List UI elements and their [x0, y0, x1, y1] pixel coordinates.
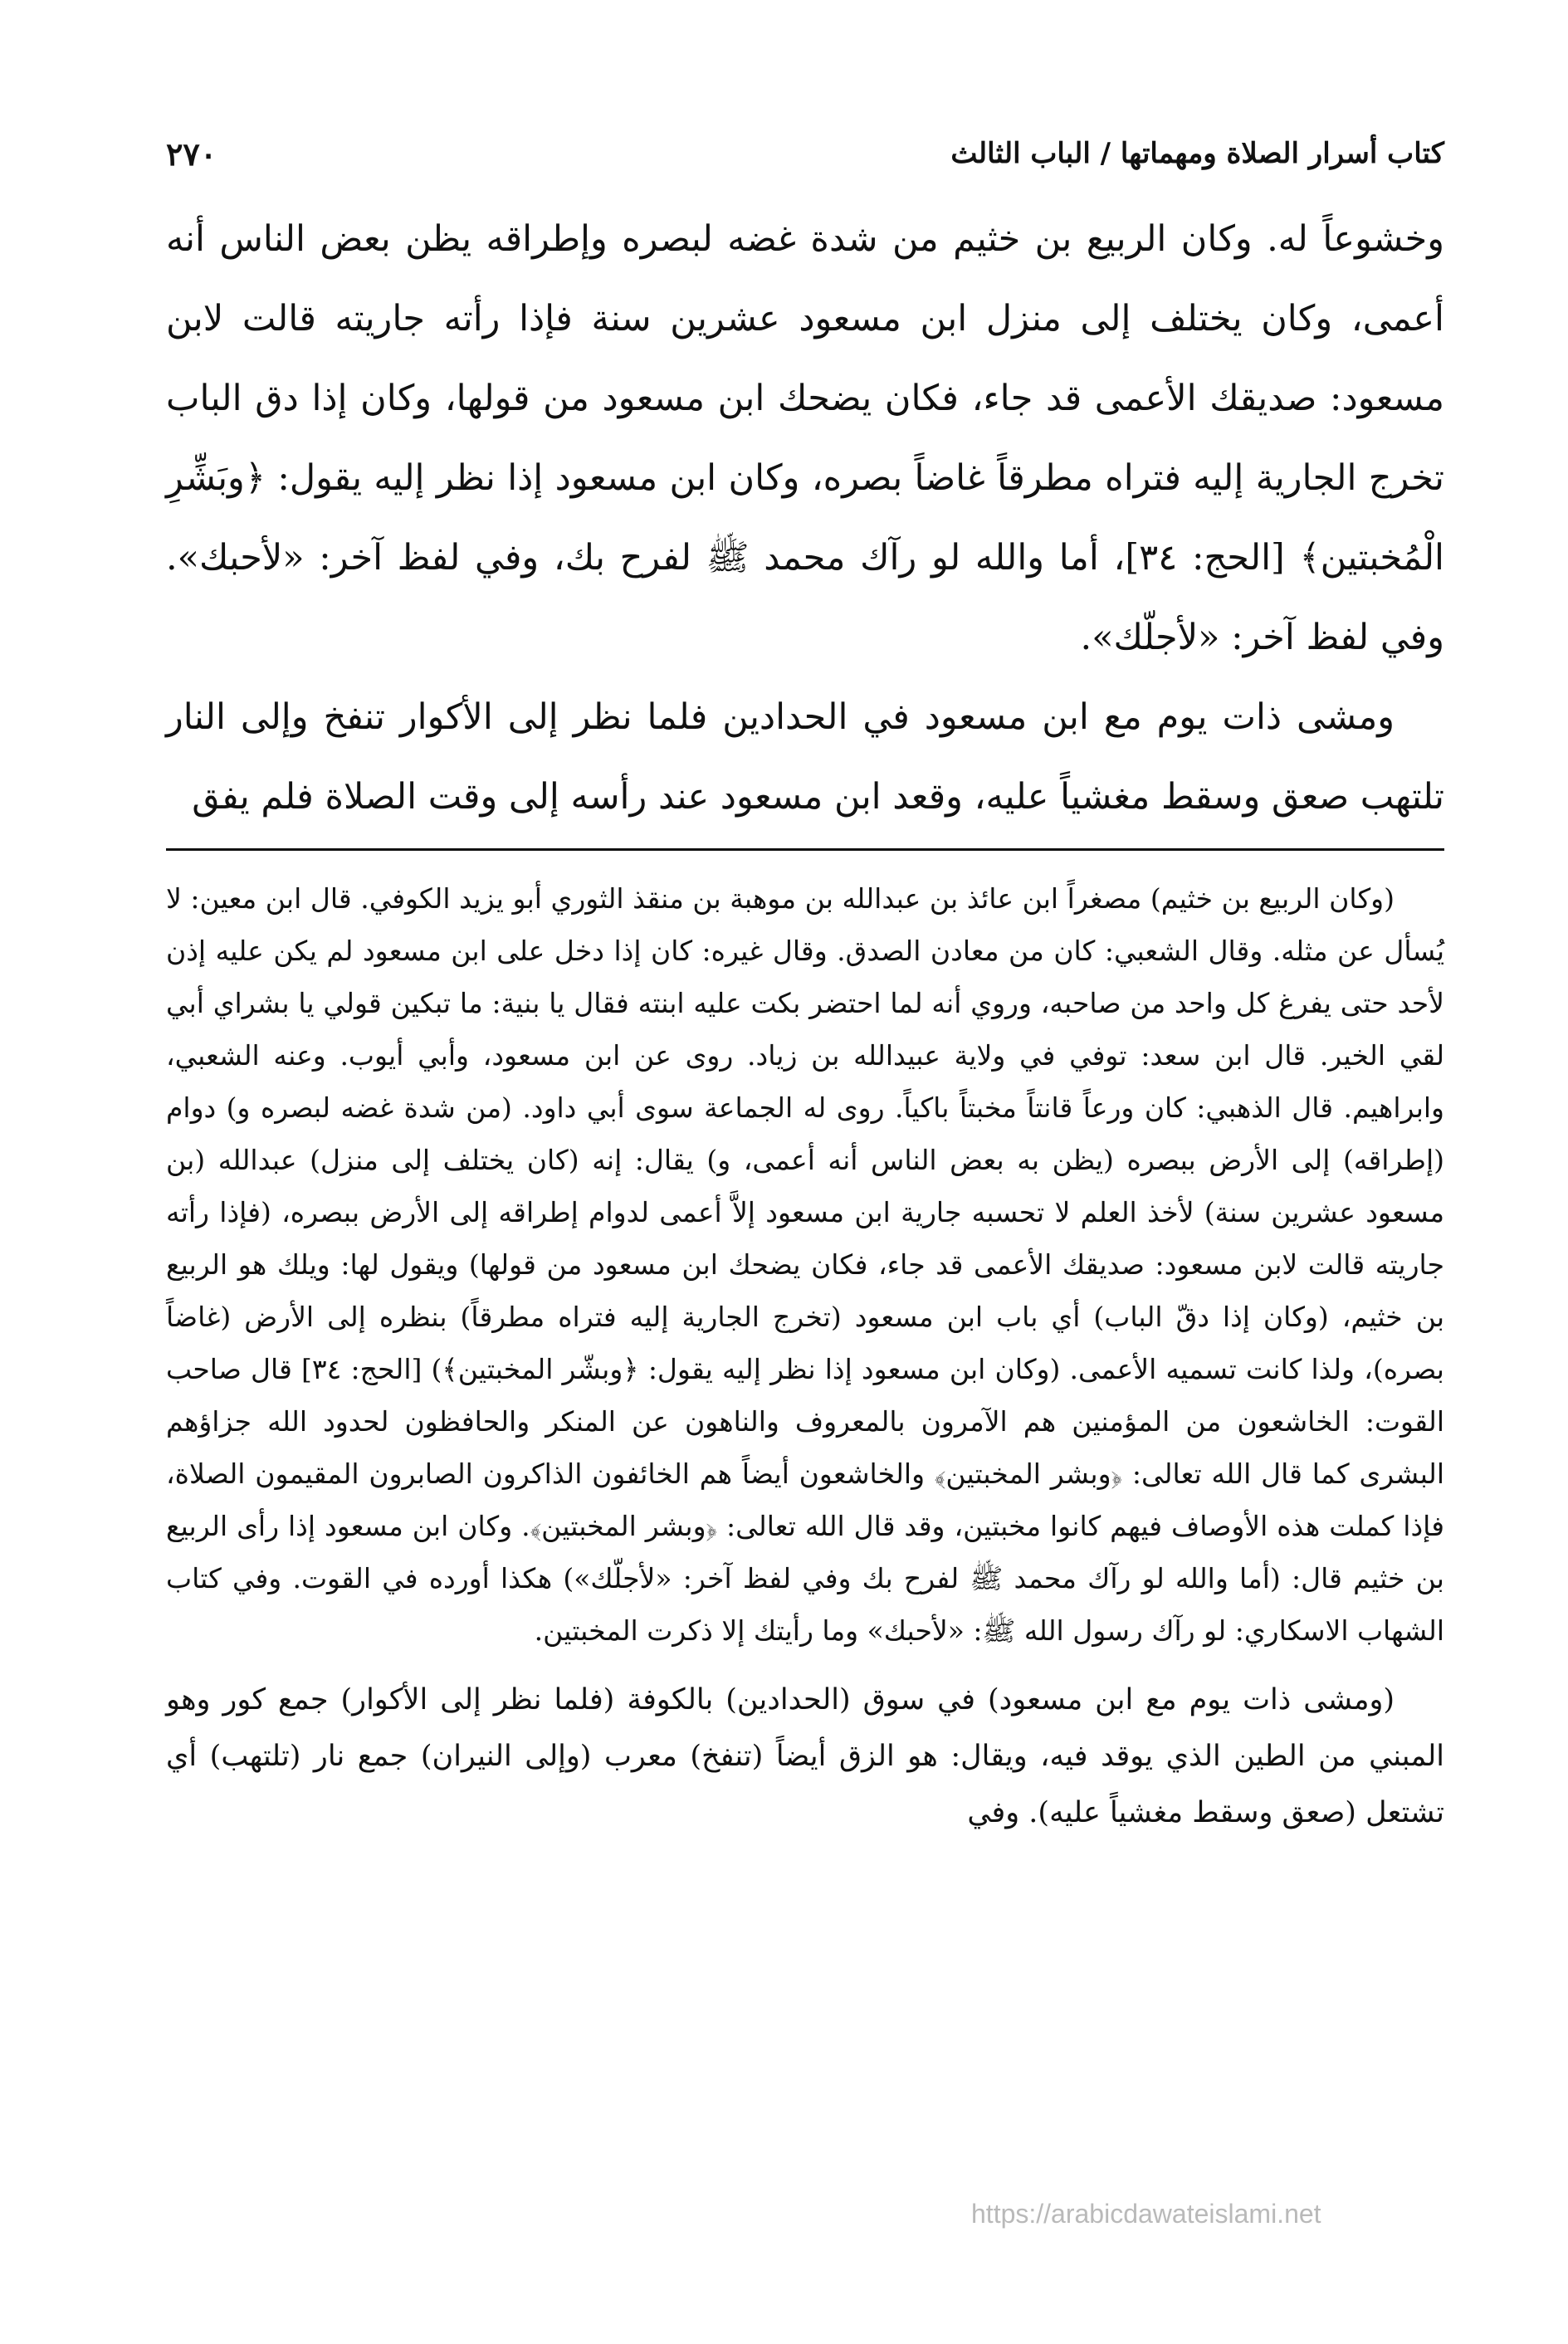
main-paragraph-1: وخشوعاً له. وكان الربيع بن خثيم من شدة غضه لبصره وإطراقه يظن بعض الناس أنه أعمى، وكان يختلف إلى منزل ابن مسعود عشرين سنة فإذا رأته جاريته قالت لابن مسعود: صديقك الأعمى قد جاء، فكان يضحك ابن مسعود من قولها، وكان إذا دق الباب تخرج الجارية إليه فتراه مطرقاً غاضاً بصره، وكان ابن مسعود إذا نظر إليه يقول: ﴿وبَشِّرِ الْمُخبتين﴾ [الحج: ٣٤]، أما والله لو رآك محمد ﷺ لفرح بك، وفي لفظ آخر: «لأحبك». وفي لفظ آخر: «لأجلّك». [166, 218, 1444, 658]
watermark: https://arabicdawateislami.net [971, 2199, 1321, 2229]
separator-rule [166, 848, 1444, 851]
book-page [166, 125, 1444, 2200]
commentary-paragraph-2: (ومشى ذات يوم مع ابن مسعود) في سوق (الحدادين) بالكوفة (فلما نظر إلى الأكوار) جمع كور وهو المبني من الطين الذي يوقد فيه، ويقال: هو الزق أيضاً (تنفخ) معرب (وإلى النيران) جمع نار (تلتهب) أي تشتعل (صعق وسقط مغشياً عليه). وفي [166, 1683, 1444, 1829]
page-header [166, 125, 1444, 183]
page-number: ٢٧٠ [166, 134, 217, 173]
main-text [166, 199, 1444, 837]
commentary [166, 872, 1444, 1841]
commentary-paragraph-1: (وكان الربيع بن خثيم) مصغراً ابن عائذ بن عبدالله بن موهبة بن منقذ الثوري أبو يزيد الكوفي. قال ابن معين: لا يُسأل عن مثله. وقال الشعبي: كان من معادن الصدق. وقال غيره: كان إذا دخل على ابن مسعود لم يكن عليه إذن لأحد حتى يفرغ كل واحد من صاحبه، وروي أنه لما احتضر بكت عليه ابنته فقال يا بنية: ما تبكين قولي يا بشراي أبي لقي الخير. قال ابن سعد: توفي في ولاية عبيدالله بن زياد. روى عن ابن مسعود، وأبي أيوب. وعنه الشعبي، وابراهيم. قال الذهبي: كان ورعاً قانتاً مخبتاً باكياً. روى له الجماعة سوى أبي داود. (من شدة غضه لبصره و) دوام (إطراقه) إلى الأرض ببصره (يظن به بعض الناس أنه أعمى، و) يقال: إنه (كان يختلف إلى منزل) عبدالله (بن مسعود عشرين سنة) لأخذ العلم لا تحسبه جارية ابن مسعود إلاَّ أعمى لدوام إطراقه إلى الأرض ببصره، (فإذا رأته جاريته قالت لابن مسعود: صديقك الأعمى قد جاء، فكان يضحك ابن مسعود من قولها) ويقول لها: ويلك هو الربيع بن خثيم، (وكان إذا دقّ الباب) أي باب ابن مسعود (تخرج الجارية إليه فتراه مطرقاً) بنظره إلى الأرض (غاضاً بصره)، ولذا كانت تسميه الأعمى. (وكان ابن مسعود إذا نظر إليه يقول: ﴿وبشّر المخبتين﴾) [الحج: ٣٤] قال صاحب القوت: الخاشعون من المؤمنين هم الآمرون بالمعروف والناهون عن المنكر والحافظون لحدود الله جزاؤهم البشرى كما قال الله تعالى: ﴿وبشر المخبتين﴾ والخاشعون أيضاً هم الخائفون الذاكرون الصابرون المقيمون الصلاة، فإذا كملت هذه الأوصاف فيهم كانوا مخبتين، وقد قال الله تعالى: ﴿وبشر المخبتين﴾. وكان ابن مسعود إذا رأى الربيع بن خثيم قال: (أما والله لو رآك محمد ﷺ لفرح بك وفي لفظ آخر: «لأجلّك») هكذا أورده في القوت. وفي كتاب الشهاب الاسكاري: لو رآك رسول الله ﷺ: «لأحبك» وما رأيتك إلا ذكرت المخبتين. [166, 882, 1444, 1647]
running-title: كتاب أسرار الصلاة ومهماتها / الباب الثالث [950, 137, 1444, 170]
main-paragraph-2: ومشى ذات يوم مع ابن مسعود في الحدادين فلما نظر إلى الأكوار تنفخ وإلى النار تلتهب صعق وسقط مغشياً عليه، وقعد ابن مسعود عند رأسه إلى وقت الصلاة فلم يفق [166, 696, 1444, 818]
